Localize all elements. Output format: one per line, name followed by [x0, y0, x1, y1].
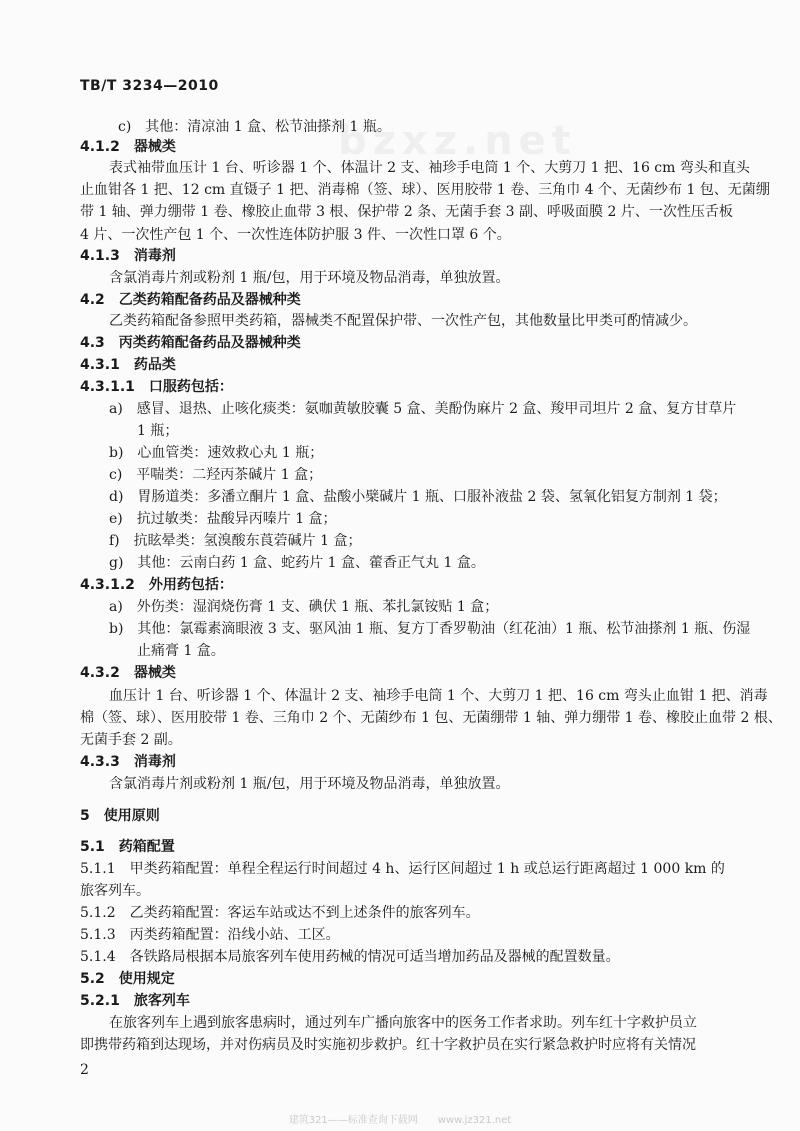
list-item: d) 胃肠道类：多潘立酮片 1 盒、盐酸小檗碱片 1 瓶、口服补液盐 2 袋、氢氧化铝复方制剂 1 袋； [109, 489, 727, 505]
section-heading: 4.3.1.1 口服药包括： [80, 379, 233, 395]
list-item: e) 抗过敏类：盐酸异丙嗪片 1 盒； [109, 511, 337, 527]
page-number: 2 [80, 1062, 89, 1078]
text-line: 1 瓶； [137, 423, 179, 439]
list-item: b) 心血管类：速效救心丸 1 瓶； [109, 445, 324, 461]
text-line: 5.1.1 甲类药箱配置：单程全程运行时间超过 4 h、运行区间超过 1 h 或总运行距离超过 1 000 km 的 [80, 861, 725, 877]
text-line: c) 其他：清凉油 1 盒、松节油搽剂 1 瓶。 [118, 119, 391, 135]
text-line: 止痛膏 1 盒。 [137, 643, 225, 659]
text-line: 乙类药箱配备参照甲类药箱，器械类不配置保护带、一次性产包，其他数量比甲类可酌情减少。 [109, 313, 697, 329]
text-line: 5.1.4 各铁路局根据本局旅客列车使用药械的情况可适当增加药品及器械的配置数量。 [80, 949, 620, 965]
section-heading: 4.3.3 消毒剂 [80, 754, 176, 770]
text-line: 表式袖带血压计 1 台、听诊器 1 个、体温计 2 支、袖珍手电筒 1 个、大剪刀 1 把、16 cm 弯头和直头 [109, 160, 750, 176]
list-item: b) 其他：氯霉素滴眼液 3 支、驱风油 1 瓶、复方丁香罗勒油（红花油）1 瓶、松节油搽剂 1 瓶、伤湿 [109, 621, 751, 637]
text-line: 血压计 1 台、听诊器 1 个、体温计 2 支、袖珍手电筒 1 个、大剪刀 1 把、16 cm 弯头止血钳 1 把、消毒 [109, 688, 768, 704]
text-line: 5.1.3 丙类药箱配置：沿线小站、工区。 [80, 927, 340, 943]
section-heading: 5.1 药箱配置 [80, 839, 175, 855]
text-line: 带 1 轴、弹力绷带 1 卷、橡胶止血带 3 根、保护带 2 条、无菌手套 3 副、呼吸面膜 2 片、一次性压舌板 [80, 204, 733, 220]
text-line: 含氯消毒片剂或粉剂 1 瓶/包，用于环境及物品消毒，单独放置。 [109, 270, 510, 286]
section-heading: 4.3.1 药品类 [80, 357, 176, 373]
text-line: 棉（签、球）、医用胶带 1 卷、三角巾 2 个、无菌纱布 1 包、无菌绷带 1 轴、弹力绷带 1 卷、橡胶止血带 2 根、 [80, 710, 782, 726]
section-heading: 4.3.2 器械类 [80, 665, 176, 681]
text-line: 在旅客列车上遇到旅客患病时，通过列车广播向旅客中的医务工作者求助。列车红十字救护员立 [109, 1015, 697, 1031]
chapter-heading: 5 使用原则 [80, 808, 160, 824]
list-item: c) 平喘类：二羟丙茶碱片 1 盒； [109, 467, 323, 483]
text-line: 旅客列车。 [80, 883, 150, 899]
section-heading: 5.2 使用规定 [80, 971, 175, 987]
list-item: g) 其他：云南白药 1 盒、蛇药片 1 盒、藿香正气丸 1 盒。 [109, 555, 485, 571]
text-line: 含氯消毒片剂或粉剂 1 瓶/包，用于环境及物品消毒，单独放置。 [109, 776, 510, 792]
list-item: f) 抗眩晕类：氢溴酸东莨菪碱片 1 盒； [109, 533, 362, 549]
list-item: a) 感冒、退热、止咳化痰类：氨咖黄敏胶囊 5 盒、美酚伪麻片 2 盒、羧甲司坦片 2 盒、复方甘草片 [109, 401, 737, 417]
watermark: bzxz.net [338, 118, 577, 164]
section-heading: 4.2 乙类药箱配备药品及器械种类 [80, 292, 301, 308]
list-item: a) 外伤类：湿润烧伤膏 1 支、碘伏 1 瓶、苯扎氯铵贴 1 盒； [109, 599, 499, 615]
section-heading: 4.3.1.2 外用药包括： [80, 577, 233, 593]
document-code: TB/T 3234—2010 [80, 78, 219, 94]
text-line: 5.1.2 乙类药箱配置：客运车站或达不到上述条件的旅客列车。 [80, 905, 480, 921]
section-heading: 5.2.1 旅客列车 [80, 993, 190, 1009]
text-line: 即携带药箱到达现场，并对伤病员及时实施初步救护。红十字救护员在实行紧急救护时应将有关情况 [80, 1037, 696, 1053]
footer-watermark: 建筑321——标准查询下载网 www.jz321.net [288, 1115, 512, 1126]
section-heading: 4.3 丙类药箱配备药品及器械种类 [80, 335, 301, 351]
section-heading: 4.1.3 消毒剂 [80, 248, 176, 264]
section-heading: 4.1.2 器械类 [80, 139, 176, 155]
text-line: 止血钳各 1 把、12 cm 直镊子 1 把、消毒棉（签、球）、医用胶带 1 卷、三角巾 4 个、无菌纱布 1 包、无菌绷 [80, 182, 770, 198]
text-line: 无菌手套 2 副。 [80, 732, 182, 748]
text-line: 4 片、一次性产包 1 个、一次性连体防护服 3 件、一次性口罩 6 个。 [80, 227, 511, 243]
